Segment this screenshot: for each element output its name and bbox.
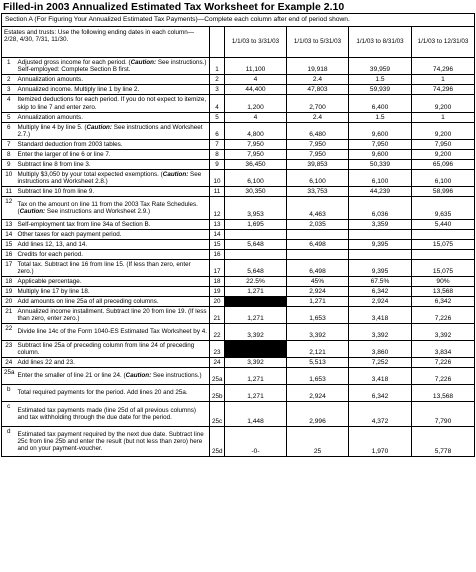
value-cell-col4: 15,075 (412, 260, 475, 277)
worksheet-row-25a (2, 368, 475, 385)
line-box-number: 6 (210, 123, 225, 140)
value-cell-col4: 5,778 (412, 427, 475, 457)
line-box-number: 22 (210, 324, 225, 341)
line-description: Divide line 14c of the Form 1040-ES Estimated Tax Worksheet by 4. (16, 324, 210, 341)
line-description: Subtract line 8 from line 3. (16, 160, 210, 170)
line-description: Enter the larger of line 6 or line 7. (16, 150, 210, 160)
line-number: 24 (2, 358, 16, 368)
line-number: 5 (2, 113, 16, 123)
line-description: Total required payments for the period. Add lines 20 and 25a. (16, 385, 210, 402)
value-cell-col3: 3,860 (349, 341, 412, 358)
worksheet-row-1 (2, 58, 475, 75)
blacked-out-cell (225, 297, 287, 307)
line-number: 22 (2, 324, 16, 341)
line-number: 20 (2, 297, 16, 307)
value-cell-col1: 1,448 (225, 402, 287, 427)
value-cell-col1: 5,648 (225, 240, 287, 250)
line-box-number: 8 (210, 150, 225, 160)
estimated-tax-worksheet (1, 13, 475, 457)
value-cell-col3: 2,924 (349, 297, 412, 307)
value-cell-col4: 6,100 (412, 170, 475, 187)
line-number: 18 (2, 277, 16, 287)
line-number: 6 (2, 123, 16, 140)
value-cell-col2: 2.4 (287, 113, 349, 123)
value-cell-col2: 33,753 (287, 187, 349, 197)
worksheet-row-3 (2, 85, 475, 95)
line-box-number: 11 (210, 187, 225, 197)
line-number: 3 (2, 85, 16, 95)
line-number: 21 (2, 307, 16, 324)
worksheet-row-9 (2, 160, 475, 170)
value-cell-col2 (287, 230, 349, 240)
value-cell-col2: 5,513 (287, 358, 349, 368)
line-description: Multiply line 17 by line 18. (16, 287, 210, 297)
line-box-number: 14 (210, 230, 225, 240)
value-cell-col4: 7,226 (412, 358, 475, 368)
value-cell-col3 (349, 230, 412, 240)
value-cell-col3: 6,342 (349, 385, 412, 402)
value-cell-col2: 2,035 (287, 220, 349, 230)
value-cell-col4: 13,568 (412, 287, 475, 297)
value-cell-col1: 44,400 (225, 85, 287, 95)
value-cell-col3: 3,359 (349, 220, 412, 230)
value-cell-col2: 2.4 (287, 75, 349, 85)
line-description: Add lines 12, 13, and 14. (16, 240, 210, 250)
line-box-number: 23 (210, 341, 225, 358)
value-cell-col2: 1,653 (287, 307, 349, 324)
value-cell-col3: 6,036 (349, 197, 412, 220)
column-header-q3: 1/1/03 to 8/31/03 (349, 27, 412, 58)
line-box-number: 17 (210, 260, 225, 277)
value-cell-col4: 7,226 (412, 307, 475, 324)
line-box-number: 20 (210, 297, 225, 307)
line-box-number: 3 (210, 85, 225, 95)
line-box-number: 16 (210, 250, 225, 260)
value-cell-col2: 47,803 (287, 85, 349, 95)
section-header-row (2, 14, 475, 27)
value-cell-col4: 7,950 (412, 140, 475, 150)
line-number: 14 (2, 230, 16, 240)
column-header-row (2, 27, 475, 58)
worksheet-row-13 (2, 220, 475, 230)
line-number: 7 (2, 140, 16, 150)
line-number: c (2, 402, 16, 427)
value-cell-col3: 9,395 (349, 240, 412, 250)
worksheet-row-5 (2, 113, 475, 123)
worksheet-row-19 (2, 287, 475, 297)
line-box-number: 25d (210, 427, 225, 457)
line-box-number: 18 (210, 277, 225, 287)
worksheet-row-8 (2, 150, 475, 160)
line-number: 17 (2, 260, 16, 277)
value-cell-col1: 1,695 (225, 220, 287, 230)
value-cell-col4 (412, 250, 475, 260)
value-cell-col4: 90% (412, 277, 475, 287)
value-cell-col4: 3,392 (412, 324, 475, 341)
value-cell-col2: 2,700 (287, 95, 349, 113)
line-box-number: 1 (210, 58, 225, 75)
value-cell-col3: 50,339 (349, 160, 412, 170)
value-cell-col3 (349, 250, 412, 260)
value-cell-col3: 3,418 (349, 368, 412, 385)
value-cell-col2: 39,853 (287, 160, 349, 170)
line-box-number: 4 (210, 95, 225, 113)
line-box-number: 5 (210, 113, 225, 123)
value-cell-col4: 3,834 (412, 341, 475, 358)
line-description: Annualization amounts. (16, 113, 210, 123)
line-box-number: 25a (210, 368, 225, 385)
line-box-number: 13 (210, 220, 225, 230)
value-cell-col1: 3,953 (225, 197, 287, 220)
value-cell-col4: 65,096 (412, 160, 475, 170)
value-cell-col4: 7,226 (412, 368, 475, 385)
value-cell-col4: 1 (412, 113, 475, 123)
value-cell-col1: 1,200 (225, 95, 287, 113)
worksheet-row-2 (2, 75, 475, 85)
value-cell-col3: 39,959 (349, 58, 412, 75)
worksheet-row-20 (2, 297, 475, 307)
line-box-number: 25b (210, 385, 225, 402)
worksheet-row-10 (2, 170, 475, 187)
line-number: 23 (2, 341, 16, 358)
line-number: 10 (2, 170, 16, 187)
estates-trusts-note: Estates and trusts: Use the following ending dates in each column—2/28, 4/30, 7/31, 11/30. (2, 27, 210, 58)
line-description: Standard deduction from 2003 tables. (16, 140, 210, 150)
worksheet-row-6 (2, 123, 475, 140)
value-cell-col4: 9,200 (412, 95, 475, 113)
value-cell-col4: 13,568 (412, 385, 475, 402)
line-box-number: 10 (210, 170, 225, 187)
value-cell-col2: 4,463 (287, 197, 349, 220)
worksheet-row-25d (2, 427, 475, 457)
line-box-number: 15 (210, 240, 225, 250)
line-number: 25a (2, 368, 16, 385)
value-cell-col4: 15,075 (412, 240, 475, 250)
value-cell-col1: -0- (225, 427, 287, 457)
value-cell-col2: 6,498 (287, 240, 349, 250)
value-cell-col3: 44,239 (349, 187, 412, 197)
header-blank-cell (210, 27, 225, 58)
value-cell-col3: 6,400 (349, 95, 412, 113)
line-number: 13 (2, 220, 16, 230)
value-cell-col2: 45% (287, 277, 349, 287)
value-cell-col3: 9,600 (349, 123, 412, 140)
line-description: Subtract line 10 from line 9. (16, 187, 210, 197)
value-cell-col4: 9,200 (412, 150, 475, 160)
line-number: 11 (2, 187, 16, 197)
worksheet-row-7 (2, 140, 475, 150)
line-box-number: 12 (210, 197, 225, 220)
value-cell-col4: 58,996 (412, 187, 475, 197)
worksheet-row-15 (2, 240, 475, 250)
line-description: Add amounts on line 25a of all preceding columns. (16, 297, 210, 307)
value-cell-col1: 30,350 (225, 187, 287, 197)
value-cell-col4: 74,296 (412, 58, 475, 75)
line-box-number: 25c (210, 402, 225, 427)
line-description: Multiply $3,050 by your total expected exemptions. (Caution: See instructions and Worksheet 2.8.) (16, 170, 210, 187)
value-cell-col3: 59,939 (349, 85, 412, 95)
value-cell-col1: 5,648 (225, 260, 287, 277)
line-number: d (2, 427, 16, 457)
line-description: Annualized income installment. Subtract line 20 from line 19. (If less than zero, enter zero.) (16, 307, 210, 324)
value-cell-col2 (287, 250, 349, 260)
line-number: 12 (2, 197, 16, 220)
line-box-number: 19 (210, 287, 225, 297)
worksheet-row-11 (2, 187, 475, 197)
value-cell-col1: 11,100 (225, 58, 287, 75)
value-cell-col2: 7,950 (287, 140, 349, 150)
line-number: 16 (2, 250, 16, 260)
line-description: Estimated tax payments made (line 25d of all previous columns) and tax withholding through the due date for the period. (16, 402, 210, 427)
line-description: Add lines 22 and 23. (16, 358, 210, 368)
value-cell-col2: 6,100 (287, 170, 349, 187)
line-description: Credits for each period. (16, 250, 210, 260)
column-header-q1: 1/1/03 to 3/31/03 (225, 27, 287, 58)
line-description: Estimated tax payment required by the next due date. Subtract line 25c from line 25b and enter the result (but not less than zero) here and on your payment-voucher. (16, 427, 210, 457)
line-description: Annualization amounts. (16, 75, 210, 85)
value-cell-col3: 1.5 (349, 75, 412, 85)
value-cell-col3: 1.5 (349, 113, 412, 123)
value-cell-col1: 22.5% (225, 277, 287, 287)
value-cell-col3: 6,100 (349, 170, 412, 187)
line-number: 4 (2, 95, 16, 113)
value-cell-col3: 1,970 (349, 427, 412, 457)
value-cell-col3: 3,418 (349, 307, 412, 324)
value-cell-col1: 6,100 (225, 170, 287, 187)
line-description: Multiply line 4 by line 5. (Caution: See instructions and Worksheet 2.7.) (16, 123, 210, 140)
line-box-number: 2 (210, 75, 225, 85)
value-cell-col2: 19,918 (287, 58, 349, 75)
value-cell-col1: 36,450 (225, 160, 287, 170)
worksheet-row-4 (2, 95, 475, 113)
value-cell-col1: 1,271 (225, 307, 287, 324)
line-description: Adjusted gross income for each period. (Caution: See instructions.) Self-employed: Complete Section B first. (16, 58, 210, 75)
line-number: 2 (2, 75, 16, 85)
line-box-number: 24 (210, 358, 225, 368)
value-cell-col4: 6,342 (412, 297, 475, 307)
value-cell-col4: 5,440 (412, 220, 475, 230)
value-cell-col2: 2,924 (287, 287, 349, 297)
line-number: b (2, 385, 16, 402)
value-cell-col4 (412, 230, 475, 240)
value-cell-col3: 9,395 (349, 260, 412, 277)
value-cell-col1: 4,800 (225, 123, 287, 140)
value-cell-col3: 7,252 (349, 358, 412, 368)
value-cell-col1: 1,271 (225, 368, 287, 385)
value-cell-col4: 1 (412, 75, 475, 85)
value-cell-col3: 3,392 (349, 324, 412, 341)
line-number: 1 (2, 58, 16, 75)
line-box-number: 9 (210, 160, 225, 170)
worksheet-row-25b (2, 385, 475, 402)
line-description: Other taxes for each payment period. (16, 230, 210, 240)
value-cell-col1: 7,950 (225, 140, 287, 150)
line-description: Self-employment tax from line 34a of Section B. (16, 220, 210, 230)
line-number: 15 (2, 240, 16, 250)
value-cell-col3: 9,600 (349, 150, 412, 160)
value-cell-col4: 74,296 (412, 85, 475, 95)
line-description: Enter the smaller of line 21 or line 24. (Caution: See instructions.) (16, 368, 210, 385)
value-cell-col2: 6,480 (287, 123, 349, 140)
value-cell-col3: 7,950 (349, 140, 412, 150)
blacked-out-cell (225, 341, 287, 358)
worksheet-row-14 (2, 230, 475, 240)
worksheet-row-23 (2, 341, 475, 358)
value-cell-col2: 2,924 (287, 385, 349, 402)
column-header-q4: 1/1/03 to 12/31/03 (412, 27, 475, 58)
line-description: Subtract line 25a of preceding column from line 24 of preceding column. (16, 341, 210, 358)
line-number: 19 (2, 287, 16, 297)
line-description: Tax on the amount on line 11 from the 2003 Tax Rate Schedules. (Caution: See instructions and Worksheet 2.9.) (16, 197, 210, 220)
page-title: Filled-in 2003 Annualized Estimated Tax Worksheet for Example 2.10 (3, 1, 345, 13)
line-box-number: 21 (210, 307, 225, 324)
value-cell-col2: 3,392 (287, 324, 349, 341)
column-header-q2: 1/1/03 to 5/31/03 (287, 27, 349, 58)
worksheet-row-12 (2, 197, 475, 220)
value-cell-col2: 2,996 (287, 402, 349, 427)
value-cell-col2: 7,950 (287, 150, 349, 160)
value-cell-col2: 6,498 (287, 260, 349, 277)
value-cell-col1: 4 (225, 75, 287, 85)
value-cell-col2: 25 (287, 427, 349, 457)
value-cell-col4: 9,200 (412, 123, 475, 140)
value-cell-col3: 4,372 (349, 402, 412, 427)
line-description: Applicable percentage. (16, 277, 210, 287)
value-cell-col3: 67.5% (349, 277, 412, 287)
worksheet-row-16 (2, 250, 475, 260)
worksheet-row-21 (2, 307, 475, 324)
value-cell-col4: 7,790 (412, 402, 475, 427)
line-number: 8 (2, 150, 16, 160)
value-cell-col2: 1,271 (287, 297, 349, 307)
value-cell-col2: 2,121 (287, 341, 349, 358)
line-description: Total tax. Subtract line 16 from line 15. (If less than zero, enter zero.) (16, 260, 210, 277)
value-cell-col1: 3,392 (225, 358, 287, 368)
value-cell-col1: 3,392 (225, 324, 287, 341)
line-description: Itemized deductions for each period. If you do not expect to itemize, skip to line 7 and enter zero. (16, 95, 210, 113)
value-cell-col1 (225, 230, 287, 240)
line-box-number: 7 (210, 140, 225, 150)
value-cell-col1 (225, 250, 287, 260)
worksheet-row-18 (2, 277, 475, 287)
worksheet-row-24 (2, 358, 475, 368)
value-cell-col1: 4 (225, 113, 287, 123)
worksheet-row-17 (2, 260, 475, 277)
worksheet-row-25c (2, 402, 475, 427)
line-description: Annualized income. Multiply line 1 by line 2. (16, 85, 210, 95)
value-cell-col1: 1,271 (225, 385, 287, 402)
section-header: Section A (For Figuring Your Annualized Estimated Tax Payments)—Complete each column after end of period shown. (2, 14, 475, 27)
worksheet-row-22 (2, 324, 475, 341)
value-cell-col1: 1,271 (225, 287, 287, 297)
value-cell-col1: 7,950 (225, 150, 287, 160)
value-cell-col2: 1,653 (287, 368, 349, 385)
value-cell-col4: 9,635 (412, 197, 475, 220)
value-cell-col3: 6,342 (349, 287, 412, 297)
line-number: 9 (2, 160, 16, 170)
